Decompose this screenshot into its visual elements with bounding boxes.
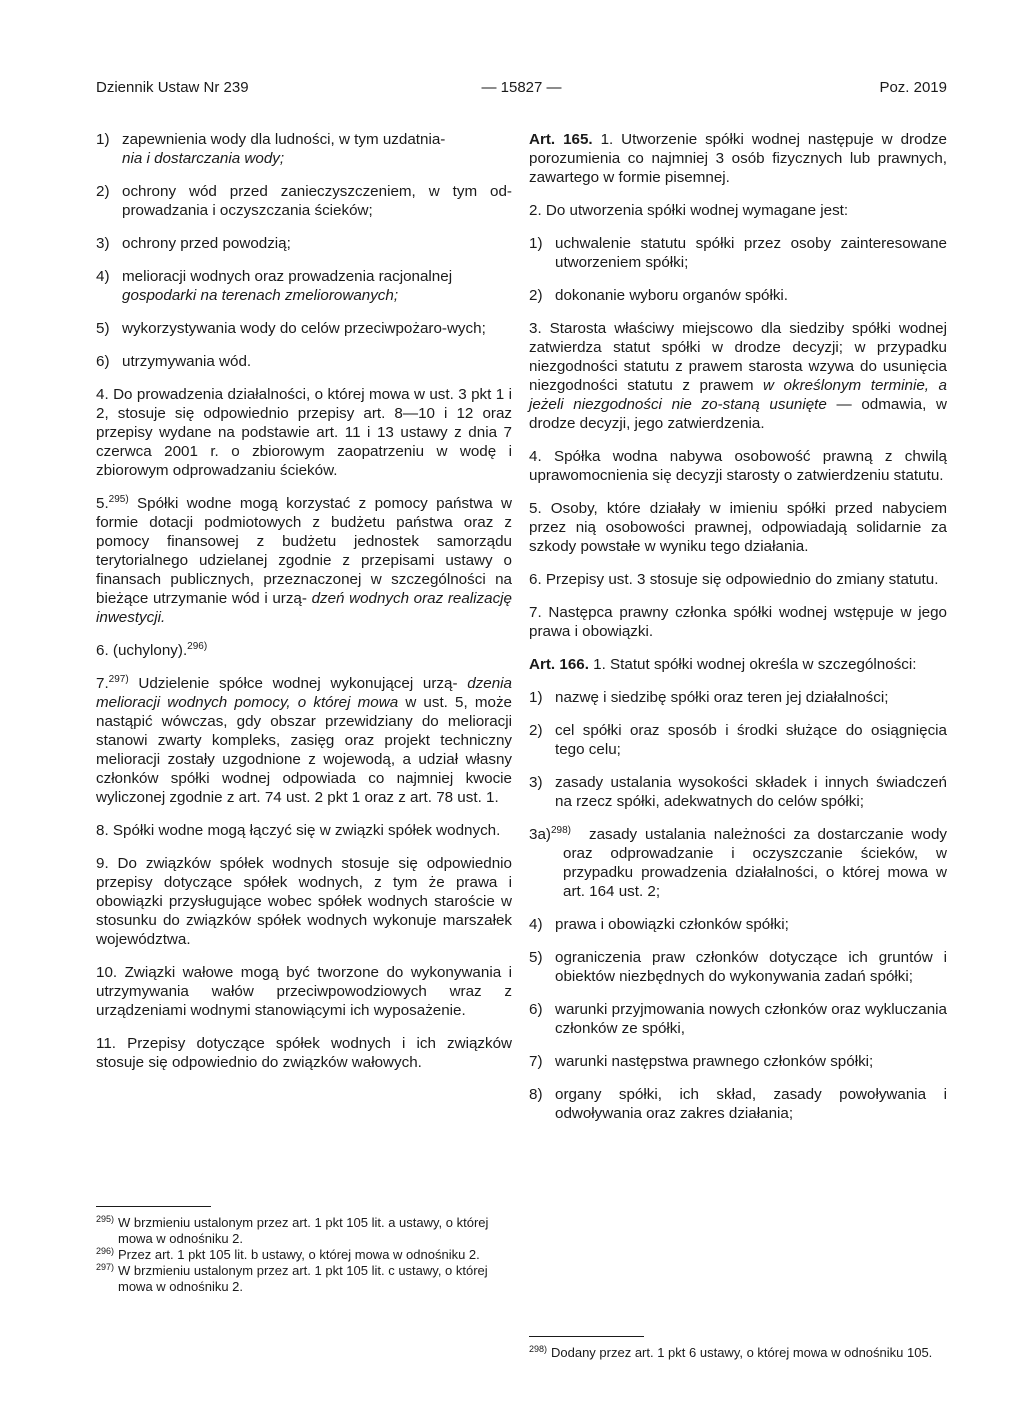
article-165-para-2: 2. Do utworzenia spółki wodnej wymagane jest:: [529, 202, 849, 219]
article-label: Art. 165.: [529, 131, 593, 148]
list-item: 3) ochrony przed powodzią;: [96, 235, 291, 252]
footnote: $^{295)}$ W brzmieniu ustalonym przez art. 1 pkt 105 lit. a ustawy, o której mowa w odnośniku 2.: [96, 1214, 489, 1246]
paragraph-7: 7.$^{297)}$ Udzielenie spółce wodnej wykonującej urzą- dzenia melioracji wodnych pomocy, o której mowa w ust. 5, może nastąpić wówczas, gdy obszar przewidziany do melioracji stanowi zwarty kompleks, zasięg oraz projekt techniczny melioracji zostały uzgodnione z wojewodą, a udział własny członków spółki wodnej odpowiada co najmniej kwocie wyliczonej zgodnie z art. 74 ust. 2 pkt 1 oraz z art. 78 ust. 1.: [96, 674, 512, 806]
right-column: [529, 130, 947, 1137]
paragraph-4: 4. Do prowadzenia działalności, o której mowa w ust. 3 pkt 1 i 2, stosuje się odpowiednio przepisy art. 8—10 i 12 oraz przepisy wydane na podstawie art. 11 i 13 ustawy z dnia 7 czerwca 2001 r. o zbiorowym zaopatrzeniu w wodę i zbiorowym odprowadzaniu ścieków.: [96, 386, 512, 479]
footnote: $^{296)}$ Przez art. 1 pkt 105 lit. b ustawy, o której mowa w odnośniku 2.: [96, 1246, 480, 1262]
footnote-divider: [529, 1336, 644, 1337]
article-165-para-6: 6. Przepisy ust. 3 stosuje się odpowiednio do zmiany statutu.: [529, 571, 939, 588]
article-165-para-5: 5. Osoby, które działały w imieniu spółki przed nabyciem przez nią osobowości prawnej, odpowiadają solidarnie za szkody powstałe w wyniku tego działania.: [529, 500, 947, 555]
left-column: [96, 130, 512, 1086]
list-item: 4) prawa i obowiązki członków spółki;: [529, 916, 789, 933]
paragraph-10: 10. Związki wałowe mogą być tworzone do wykonywania i utrzymywania wałów przeciwpowodziowych wraz z urządzeniami wodnymi stanowiącymi ich wyposażenie.: [96, 964, 512, 1019]
list-item: 1) zapewnienia wody dla ludności, w tym uzdatnia- nia i dostarczania wody;: [96, 131, 446, 167]
page-header: [96, 78, 947, 100]
list-item: 2) dokonanie wyboru organów spółki.: [529, 287, 789, 304]
position-number: Poz. 2019: [879, 79, 947, 96]
paragraph-6: 6. (uchylony).$^{296)}$: [96, 641, 208, 659]
footnote: $^{298)}$ Dodany przez art. 1 pkt 6 ustawy, o której mowa w odnośniku 105.: [529, 1344, 933, 1360]
footnotes-left: [96, 1192, 512, 1295]
list-item: 6) utrzymywania wód.: [96, 353, 252, 370]
list-item: 8) organy spółki, ich skład, zasady powoływania i odwoływania oraz zakres działania;: [529, 1086, 947, 1122]
list-item: 5) wykorzystywania wody do celów przeciwpożaro-wych;: [96, 320, 486, 337]
footnote: $^{297)}$ W brzmieniu ustalonym przez art. 1 pkt 105 lit. c ustawy, o której mowa w odnośniku 2.: [96, 1262, 488, 1294]
paragraph-5: 5.$^{295)}$ Spółki wodne mogą korzystać z pomocy państwa w formie dotacji podmiotowych z budżetu państwa oraz z pomocy finansowej z budżetu jednostek samorządu terytorialnego udzielanej zgodnie z przepisami ustawy o finansach publicznych, przeznaczonej w szczególności na bieżące utrzymanie wód i urzą- dzeń wodnych oraz realizację inwestycji.: [96, 494, 512, 626]
article-165-para-1: Art. 165. 1. Utworzenie spółki wodnej następuje w drodze porozumienia co najmniej 3 osób fizycznych lub prawnych, zawartego w formie pisemnej.: [529, 131, 948, 186]
article-165-para-4: 4. Spółka wodna nabywa osobowość prawną z chwilą uprawomocnienia się decyzji starosty o zatwierdzeniu statutu.: [529, 448, 947, 484]
article-165-para-7: 7. Następca prawny członka spółki wodnej wstępuje w jego prawa i obowiązki.: [529, 604, 947, 640]
list-item: 2) cel spółki oraz sposób i środki służące do osiągnięcia tego celu;: [529, 722, 947, 758]
list-item: 4) melioracji wodnych oraz prowadzenia racjonalnej gospodarki na terenach zmeliorowanych;: [96, 268, 453, 304]
footnote-divider: [96, 1206, 211, 1207]
list-item: 3a)$^{298)}$ zasady ustalania należności za dostarczanie wody oraz odprowadzanie i oczyszczanie ścieków, w przypadku prowadzenia działalności, o której mowa w art. 164 ust. 2;: [529, 825, 947, 900]
article-166-para-1: Art. 166. 1. Statut spółki wodnej określa w szczególności:: [529, 656, 917, 673]
list-item: 1) nazwę i siedzibę spółki oraz teren jej działalności;: [529, 689, 889, 706]
list-item: 3) zasady ustalania wysokości składek i innych świadczeń na rzecz spółki, adekwatnych do celów spółki;: [529, 774, 947, 810]
list-item: 7) warunki następstwa prawnego członków spółki;: [529, 1053, 874, 1070]
page-number: — 15827 —: [481, 79, 562, 96]
list-item: 5) ograniczenia praw członków dotyczące ich gruntów i obiektów niezbędnych do wykonywania zadań spółki;: [529, 949, 947, 985]
list-item: 1) uchwalenie statutu spółki przez osoby zainteresowane utworzeniem spółki;: [529, 235, 947, 271]
footnotes-right: [529, 1322, 947, 1361]
journal-title: Dziennik Ustaw Nr 239: [96, 79, 249, 96]
paragraph-11: 11. Przepisy dotyczące spółek wodnych i ich związków stosuje się odpowiednio do związków wałowych.: [96, 1035, 512, 1071]
article-165-para-3: 3. Starosta właściwy miejscowo dla siedziby spółki wodnej zatwierdza statut spółki w drodze decyzji; w przypadku niezgodności statutu z prawem starosta wzywa do usunięcia niezgodności statutu z prawem w określonym terminie, a jeżeli niezgodności nie zo-staną usunięte — odmawia, w drodze decyzji, jego zatwierdzenia.: [529, 320, 947, 432]
article-label: Art. 166.: [529, 656, 589, 673]
paragraph-8: 8. Spółki wodne mogą łączyć się w związki spółek wodnych.: [96, 822, 501, 839]
list-item: 2) ochrony wód przed zanieczyszczeniem, w tym od-prowadzania i oczyszczania ścieków;: [96, 183, 512, 219]
paragraph-9: 9. Do związków spółek wodnych stosuje się odpowiednio przepisy dotyczące spółek wodnych, z tym że prawa i obowiązki przysługujące wobec spółek wodnych staroście w stosunku do związków spółek wodnych wykonuje marszałek województwa.: [96, 855, 512, 948]
list-item: 6) warunki przyjmowania nowych członków oraz wykluczania członków ze spółki,: [529, 1001, 947, 1037]
